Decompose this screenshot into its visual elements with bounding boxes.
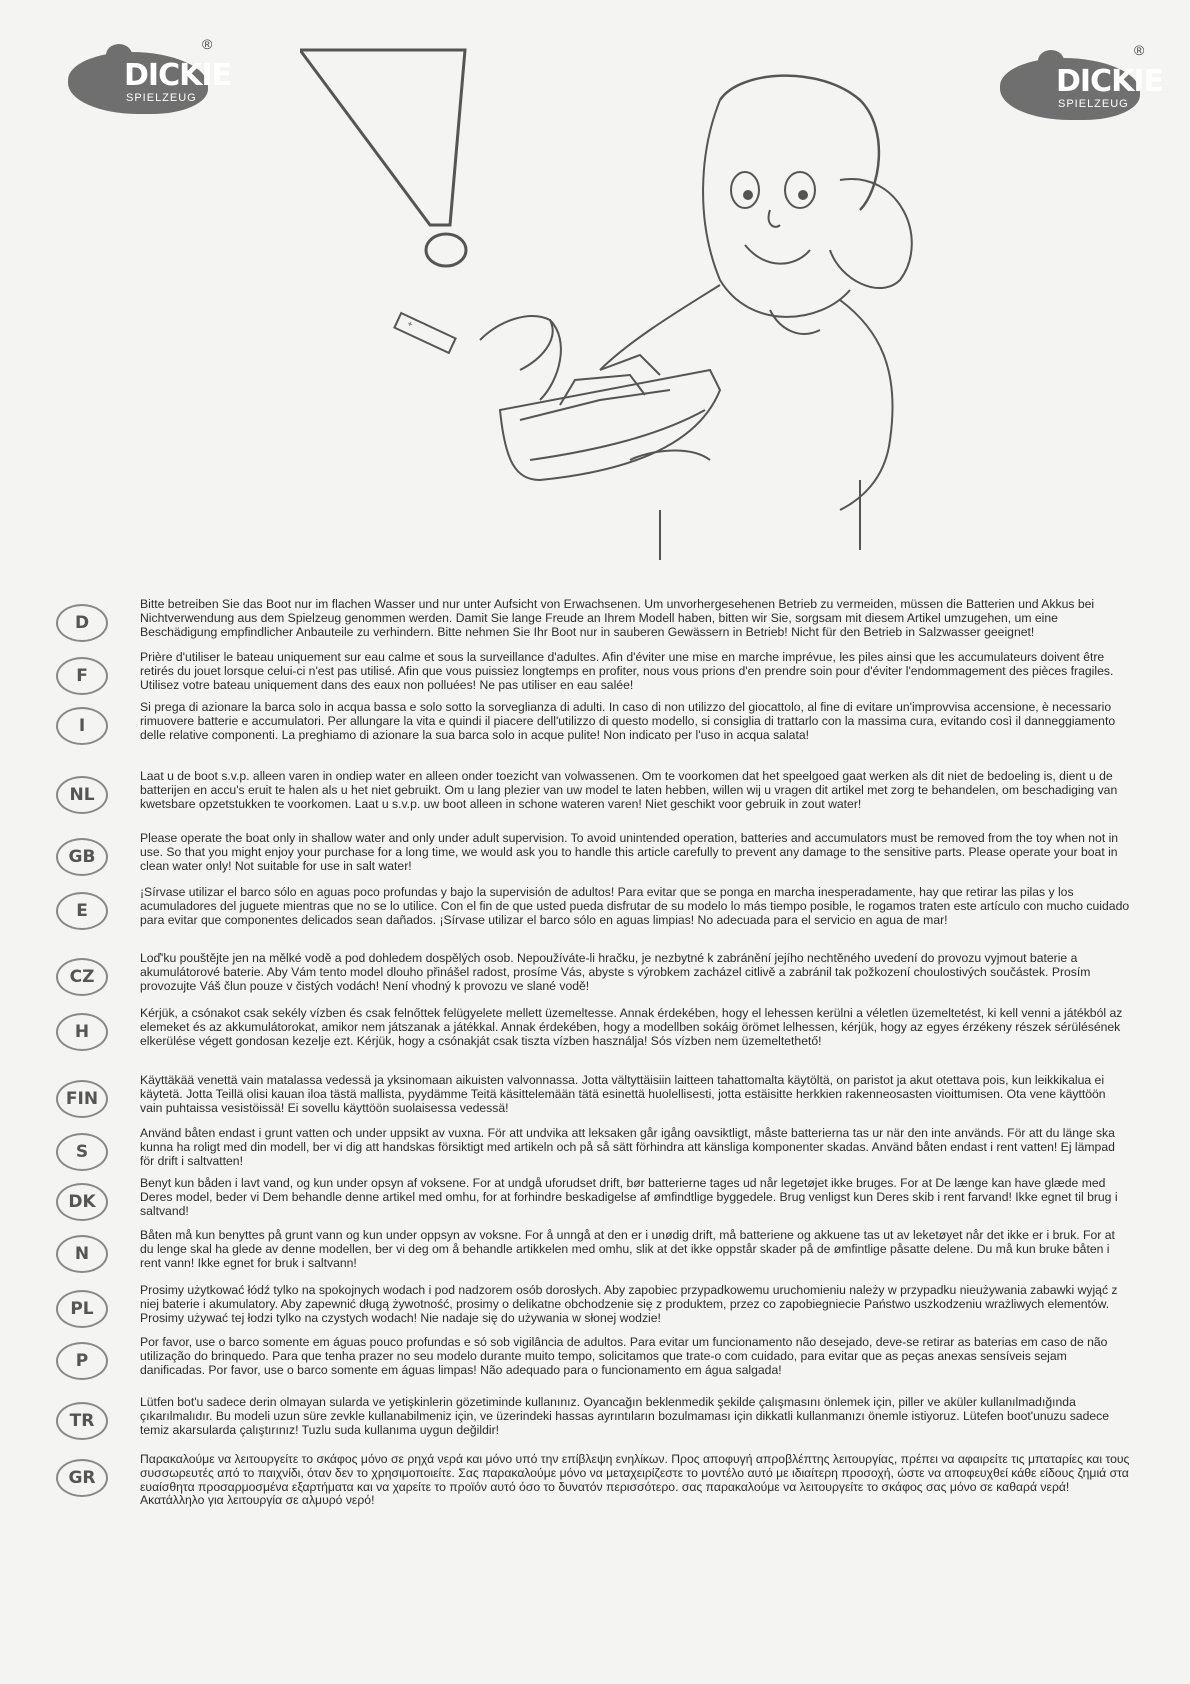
instruction-text: Si prega di azionare la barca solo in acqua bassa e solo sotto la sorveglianza di adulti. In caso di non utilizzo del giocattolo, al fine di evitare un'improvvisa accensione, è necessario rimuovere batterie e accumulatori. Per allungare la vita e quindi il piacere dell'utilizzo di questo modello, si consiglia di trattarlo con la massima cura, evitando così il danneggiamento delle relative componenti. La preghiamo di azionare la sua barca solo in acque pulite! Non indicato per l'uso in acqua salata! [140, 700, 1116, 742]
language-badge: TR [56, 1402, 108, 1440]
logo-word: DICKIE [1056, 64, 1163, 99]
instruction-text: Παρακαλούμε να λειτουργείτε το σκάφος μόνο σε ρηχά νερά και μόνο υπό την επίβλεψη ενηλίκων. Προς αποφυγή απροβλέπτης λειτουργίας, πρέπει να αφαιρείτε τις μπαταρίες και τους συσσωρευτές από το παιχνίδι, όταν δεν το χρησιμοποιείτε. Σας παρακαλούμε μόνο να μεταχειρίζεστε το μοντέλο αυτό με ιδιαίτερη προσοχή, ώστε να αποφευχθεί κάθε είδους ζημιά στα ευαίσθητα προσαρμοσμένα εξαρτήματα και να χαρείτε το προϊόν αυτό όσο το δυνατόν περισσότερο. σας παρακαλούμε να λειτουργείτε το σκάφος σας μόνο σε καθαρά νερά! Ακατάλληλο για λειτουργία σε αλμυρό νερό! [140, 1452, 1130, 1508]
language-badge: H [56, 1013, 108, 1051]
language-badge: E [56, 892, 108, 930]
language-badge: DK [56, 1183, 108, 1221]
toy-boat [500, 355, 720, 480]
language-badge: F [56, 657, 108, 695]
language-badge: N [56, 1235, 108, 1273]
language-badge: PL [56, 1290, 108, 1328]
language-badge: CZ [56, 958, 108, 996]
logo-reg: ® [202, 36, 213, 52]
dickie-logo-left [68, 36, 231, 122]
language-badge: P [56, 1342, 108, 1380]
logo-word: DICKIE [124, 58, 231, 93]
battery-icon [394, 313, 455, 353]
logo-sub: SPIELZEUG [1058, 98, 1129, 110]
instruction-text: ¡Sírvase utilizar el barco sólo en aguas poco profundas y bajo la supervisión de adultos! Para evitar que se ponga en marcha inesperadamente, hay que retirar las pilas y los acumuladores del juguete mientras que no se lo utilice. Con el fin de que usted pueda disfrutar de su modelo lo más tiempo posible, le rogamos traten este artículo con mucho cuidado para evitar que componentes delicados sean dañados. ¡Sírvase utilizar el barco sólo en aguas limpias! No adecuada para el servicio en agua de mar! [140, 885, 1130, 927]
language-badge: NL [56, 776, 108, 814]
instruction-text: Please operate the boat only in shallow water and only under adult supervision. To avoid unintended operation, batteries and accumulators must be removed from the toy when not in use. So that you might enjoy your purchase for a long time, we would ask you to handle this article carefully to prevent any damage to the sensitive parts. Please operate your boat in clean water only! Not suitable for use in salt water! [140, 831, 1119, 873]
instruction-text: Prosimy użytkować łódź tylko na spokojnych wodach i pod nadzorem osób dorosłych. Aby zapobiec przypadkowemu uruchomieniu należy w przypadku nieużywania zabawki wyjąć z niej baterie i akumulatory. Aby zapewnić długą żywotność, prosimy o delikatne obchodzenie się z produktem, przez co zapobiegniecie Państwo uszkodzeniu wrażliwych elementów. Prosimy używać tej łodzi tylko na czystych wodach! Nie nadaje się do używania w słonej wodzie! [140, 1283, 1118, 1325]
instruction-text: Bitte betreiben Sie das Boot nur im flachen Wasser und nur unter Aufsicht von Erwachsenen. Um unvorhergesehenen Betrieb zu vermeiden, müssen die Batterien und Akkus bei Nichtverwendung aus dem Spielzeug genommen werden. Damit Sie lange Freude an Ihrem Modell haben, bitten wir Sie, sorgsam mit diesem Artikel umzugehen, um eine Beschädigung empfindlicher Anbauteile zu verhindern. Bitte nehmen Sie Ihr Boot nur in sauberen Gewässern in Betrieb! Nicht für den Betrieb in Salzwasser geeignet! [140, 597, 1095, 639]
language-badge: S [56, 1133, 108, 1171]
instruction-text: Loď'ku pouštějte jen na mělké vodě a pod dohledem dospělých osob. Nepoužíváte-li hračku, je nezbytné k zabránění jejího nechtěného uvedení do provozu vyjmout baterie a akumulátorové baterie. Aby Vám tento model dlouho přinášel radost, prosíme Vás, abyste s výrobkem zacházel citlivě a zabránil tak požkození choulostivých součástek. Prosím provozujte Váš člun pouze v čistých vodách! Není vhodný k provozu ve slané vodě! [140, 951, 1091, 993]
boy-body [600, 285, 893, 560]
instruction-text: Använd båten endast i grunt vatten och under uppsikt av vuxna. För att undvika att leksaken går igång oavsiktligt, måste batterierna tas ur när den inte används. För att du länge ska kunna ha roligt med din modell, ber vi dig att handskas försiktigt med artikeln och på så sätt förhindra att känsliga komponenter skadas. Använd båten endast i rent vatten! Ej lämpad för drift i saltvatten! [140, 1126, 1115, 1168]
logo-sub: SPIELZEUG [126, 92, 197, 104]
language-badge: FIN [56, 1080, 108, 1118]
language-badge: I [56, 707, 108, 745]
language-badge: GR [56, 1459, 108, 1497]
instruction-text: Kérjük, a csónakot csak sekély vízben és csak felnőttek felügyelete mellett üzemeltesse. Annak érdekében, hogy el lehessen kerülni a véletlen üzemeltetést, ki kell venni a játékból az elemeket és az akkumulátorokat, amikor nem játszanak a játékkal. Annak érdekében, hogy a modellben sokáig örömet lelhessen, kérjük, hogy az egyes érzékeny részek sérülésének elkerülése végett gondosan kezelje ezt. Kérjük, hogy a csónakját csak tiszta vízben használja! Sós vízben nem üzemeltethető! [140, 1006, 1123, 1048]
instruction-text: Por favor, use o barco somente em águas pouco profundas e só sob vigilância de adultos. Para evitar um funcionamento não desejado, deve-se retirar as baterias em caso de não utilização do brinquedo. Para que tenha prazer no seu modelo durante muito tempo, solicitamos que trate-o com cuidado, para evitar que as peças anexas sensíveis sejam danificadas. Por favor, use o barco somente em águas limpas! Não adequado para o funcionamento em água salgada! [140, 1335, 1108, 1377]
boy-head [703, 76, 912, 317]
instruction-text: Benyt kun båden i lavt vand, og kun under opsyn af voksene. For at undgå uforudset drift, bør batterierne tages ud når legetøjet ikke bruges. For at De længe kan have glæde med Deres model, beder vi Dem behandle denne artikel med omhu, for at forhindre beskadigelse af ømfindtlige byggedele. Brug venligst kun Deres skib i rent farvand! Ikke egnet til brug i saltvand! [140, 1176, 1118, 1218]
svg-text:+: + [405, 318, 415, 330]
boy-arm [480, 316, 561, 400]
boy-with-boat-illustration [300, 40, 940, 600]
instruction-text: Båten må kun benyttes på grunt vann og kun under oppsyn av voksne. For å unngå at den er i unødig drift, må batteriene og akkuene tas ut av leketøyet når det ikke er i bruk. For at du lenge skal ha glede av denne modellen, ber vi deg om å behandle artikkelen med omhu, slik at det ikke oppstår skader på de ømfintlige påsatte delene. Du må kun bruke båten i rent vann! Ikke egnet for bruk i saltvann! [140, 1228, 1115, 1270]
dickie-logo-right [1000, 42, 1163, 128]
instruction-text: Lütfen bot'u sadece derin olmayan sularda ve yetişkinlerin gözetiminde kullanınız. Oyancağın beklenmedik şekilde çalışmasını önlemek için, piller ve aküler kullanılmadığında çıkarılmalıdır. Bu modeli uzun süre zevkle kullanabilmeniz için, ve üzerindeki hassas ayrıntıların bozulmaması için dikkatli kullanmanızı önemle istiyoruz. Lütefen boot'unuzu sadece temiz akarsularda çalıştırınız! Tuzlu suda kullanıma uygun değildir! [140, 1395, 1109, 1437]
language-badge: GB [56, 838, 108, 876]
instruction-text: Laat u de boot s.v.p. alleen varen in ondiep water en alleen onder toezicht van volwassenen. Om te voorkomen dat het speelgoed gaat werken als dit niet de bedoeling is, dient u de batterijen en accu's eruit te halen als u het niet gebruikt. Om u lang plezier van uw model te laten hebben, willen wij u vragen dit artikel met zorg te behandelen, om beschadiging van kwetsbare opzetstukken te voorkomen. Laat u s.v.p. uw boot alleen in schone wateren varen! Niet geschikt voor gebruik in zout water! [140, 769, 1118, 811]
instruction-text: Prière d'utiliser le bateau uniquement sur eau calme et sous la surveillance d'adultes. Afin d'éviter une mise en marche imprévue, les piles ainsi que les accumulateurs doivent être retirés du jouet lorsque celui-ci n'est pas utilisé. Afin que vous puissiez longtemps en profiter, nous vous prions d'en prendre soin pour d'éviter l'endommagement des pièces fragiles. Utilisez votre bateau uniquement dans des eaux non polluées! Ne pas utiliser en eau salée! [140, 650, 1114, 692]
exclamation-icon [300, 50, 466, 266]
instruction-text: Käyttäkää venettä vain matalassa vedessä ja yksinomaan aikuisten valvonnassa. Jotta vältyttäisiin laitteen tahattomalta käytöltä, on paristot ja akut otettava pois, kun leikkikalua ei käytetä. Jotta Teillä olisi kauan iloa tästä mallista, pyydämme Teitä käsittelemään tätä esinettä huolellisesti, jotta estäisitte herkkien rakenneosasten vioittumisen. Ota vene käyttöön vain puhtaissa vesistöissä! Ei sovellu käyttöön suolaisessa vedessä! [140, 1073, 1106, 1115]
logo-reg: ® [1134, 42, 1145, 58]
language-badge: D [56, 604, 108, 642]
